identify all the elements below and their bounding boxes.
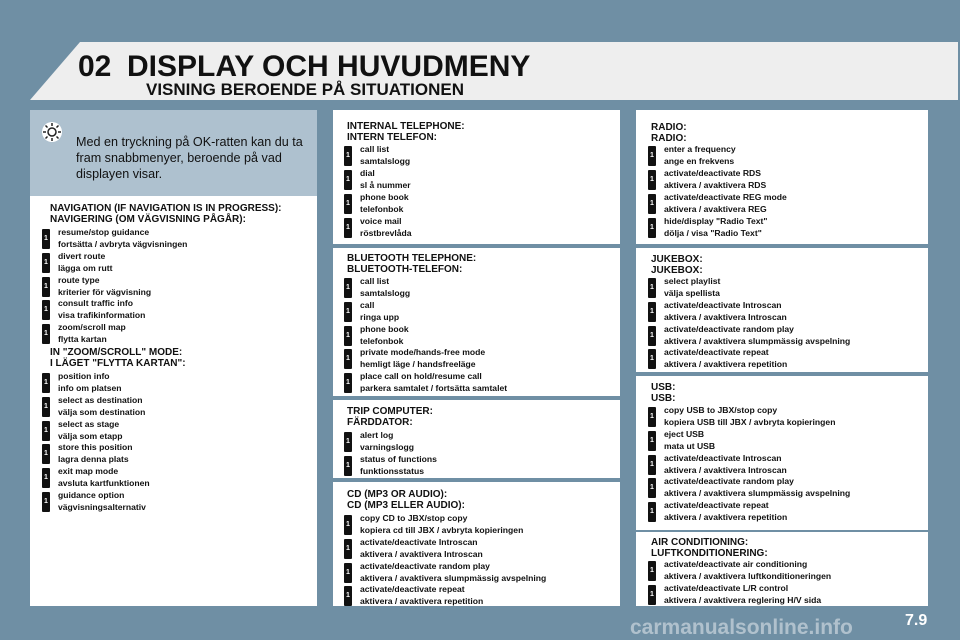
button-1-badge: 1 [648,478,656,498]
button-1-badge: 1 [42,397,50,417]
list-item: hide/display "Radio Text" [664,216,768,226]
list-item: divert route [58,250,106,261]
button-1-badge: 1 [42,492,50,512]
list-item: call list [360,276,390,286]
list-item: eject USB [664,428,705,439]
list-item: aktivera / avaktivera slumpmässig avspelning [664,488,851,499]
list-item: copy USB to JBX/stop copy [664,405,778,415]
usb-heading: USB: USB: [651,382,676,404]
button-1-badge: 1 [648,431,656,451]
list-item: select as stage [58,418,120,429]
button-1-badge: 1 [648,349,656,369]
list-item: select playlist [664,276,721,286]
list-item: aktivera / avaktivera repetition [664,512,788,523]
list-item: activate/deactivate random play [664,476,794,487]
nav-heading: NAVIGATION (IF NAVIGATION IS IN PROGRESS): NAVIGERING (OM VÄGVISNING PÅGÅR): [50,203,282,225]
list-item: aktivera / avaktivera repetition [360,596,484,607]
list-item: ringa upp [360,311,400,322]
button-1-badge: 1 [344,278,352,298]
list-item: funktionsstatus [360,465,424,476]
list-item: telefonbok [360,335,404,346]
list-item: flytta kartan [58,334,107,345]
list-item: alert log [360,430,394,440]
button-1-badge: 1 [648,194,656,214]
list-item: activate/deactivate air conditioning [664,559,808,569]
list-item: kriterier för vägvisning [58,286,152,297]
button-1-badge: 1 [344,194,352,214]
button-1-badge: 1 [344,563,352,583]
chapter-number: 02 [78,50,112,83]
list-item: aktivera / avaktivera slumpmässig avspelning [664,335,851,346]
list-item: varningslogg [360,441,414,452]
zoom-heading: IN "ZOOM/SCROLL" MODE: I LÄGET "FLYTTA KARTAN": [50,347,186,369]
cd-heading: CD (MP3 OR AUDIO): CD (MP3 ELLER AUDIO): [347,489,465,511]
list-item: activate/deactivate repeat [664,500,769,511]
list-item: fortsätta / avbryta vägvisningen [58,238,188,249]
button-1-badge: 1 [344,432,352,452]
button-1-badge: 1 [42,373,50,393]
list-item: place call on hold/resume call [360,371,482,382]
button-1-badge: 1 [648,278,656,298]
list-item: enter a frequency [664,144,736,154]
button-1-badge: 1 [648,407,656,427]
button-1-badge: 1 [42,421,50,441]
list-item: private mode/hands-free mode [360,347,486,358]
list-item: call [360,299,375,310]
list-item: avsluta kartfunktionen [58,478,150,489]
list-item: aktivera / avaktivera repetition [664,359,788,370]
button-1-badge: 1 [344,302,352,322]
list-item: guidance option [58,490,125,500]
page-title: DISPLAY OCH HUVUDMENY [127,50,531,83]
phone-heading: INTERNAL TELEPHONE: INTERN TELEFON: [347,121,465,143]
button-1-badge: 1 [344,586,352,606]
button-1-badge: 1 [42,468,50,488]
watermark-text: carmanualsonline.info [630,616,853,639]
list-item: activate/deactivate Introscan [664,452,782,463]
button-1-badge: 1 [648,455,656,475]
list-item: activate/deactivate repeat [360,584,465,595]
list-item: aktivera / avaktivera RDS [664,180,767,190]
list-item: phone book [360,323,409,334]
button-1-badge: 1 [648,585,656,605]
list-item: välja spellista [664,287,720,298]
button-1-badge: 1 [344,146,352,166]
list-item: consult traffic info [58,298,133,309]
list-item: call list [360,144,390,154]
button-1-badge: 1 [42,253,50,273]
list-item: samtalslogg [360,156,411,166]
button-1-badge: 1 [344,170,352,190]
list-item: mata ut USB [664,440,716,451]
list-item: store this position [58,442,133,453]
tip-box [30,110,317,196]
trip-heading: TRIP COMPUTER: FÄRDDATOR: [347,406,433,428]
button-1-badge: 1 [344,326,352,346]
list-item: kopiera USB till JBX / avbryta kopieringen [664,416,836,427]
ac-heading: AIR CONDITIONING: LUFTKONDITIONERING: [651,537,768,559]
list-item: activate/deactivate REG mode [664,192,787,202]
list-item: copy CD to JBX/stop copy [360,513,468,523]
list-item: exit map mode [58,466,119,477]
radio-heading: RADIO: RADIO: [651,122,687,144]
page-subtitle: VISNING BEROENDE PÅ SITUATIONEN [146,80,464,99]
list-item: aktivera / avaktivera slumpmässig avspelning [360,572,547,583]
list-item: lägga om rutt [58,262,113,273]
button-1-badge: 1 [42,229,50,249]
list-item: info om platsen [58,382,122,393]
list-item: activate/deactivate L/R control [664,582,789,593]
button-1-badge: 1 [344,373,352,393]
list-item: activate/deactivate repeat [664,347,769,358]
list-item: activate/deactivate Introscan [664,299,782,310]
list-item: hemligt läge / handsfreeläge [360,359,476,370]
bluetooth-heading: BLUETOOTH TELEPHONE: BLUETOOTH-TELEFON: [347,253,477,275]
list-item: aktivera / avaktivera Introscan [664,311,787,322]
list-item: röstbrevlåda [360,228,412,238]
list-item: dial [360,168,375,178]
list-item: visa trafikinformation [58,310,146,321]
button-1-badge: 1 [648,561,656,581]
jukebox-heading: JUKEBOX: JUKEBOX: [651,254,703,276]
button-1-badge: 1 [648,302,656,322]
button-1-badge: 1 [648,326,656,346]
list-item: aktivera / avaktivera REG [664,204,767,214]
list-item: zoom/scroll map [58,322,126,333]
list-item: position info [58,371,110,381]
list-item: aktivera / avaktivera luftkonditioneringen [664,570,832,581]
button-1-badge: 1 [648,146,656,166]
list-item: status of functions [360,453,437,464]
list-item: voice mail [360,216,402,226]
list-item: samtalslogg [360,287,411,298]
button-1-badge: 1 [344,515,352,535]
list-item: dölja / visa "Radio Text" [664,228,762,238]
button-1-badge: 1 [648,502,656,522]
list-item: resume/stop guidance [58,227,150,237]
button-1-badge: 1 [648,218,656,238]
list-item: kopiera cd till JBX / avbryta kopieringen [360,524,524,535]
list-item: välja som etapp [58,430,123,441]
list-item: ange en frekvens [664,156,735,166]
list-item: parkera samtalet / fortsätta samtalet [360,383,508,394]
list-item: activate/deactivate RDS [664,168,761,178]
list-item: aktivera / avaktivera Introscan [664,464,787,475]
list-item: aktivera / avaktivera Introscan [360,548,483,559]
button-1-badge: 1 [344,218,352,238]
list-item: lagra denna plats [58,454,129,465]
list-item: välja som destination [58,406,146,417]
sun-icon [40,120,64,144]
button-1-badge: 1 [344,539,352,559]
tip-text: Med en tryckning på OK-ratten kan du ta fram snabbmenyer, beroende på vad displayen visar. [76,135,303,181]
button-1-badge: 1 [42,324,50,344]
list-item: route type [58,274,100,285]
button-1-badge: 1 [42,444,50,464]
list-item: sl å nummer [360,180,411,190]
button-1-badge: 1 [42,277,50,297]
list-item: vägvisningsalternativ [58,501,146,512]
button-1-badge: 1 [42,300,50,320]
list-item: select as destination [58,394,143,405]
list-item: activate/deactivate Introscan [360,536,478,547]
list-item: activate/deactivate random play [360,560,490,571]
list-item: aktivera / avaktivera reglering H/V sida [664,594,822,605]
button-1-badge: 1 [648,170,656,190]
list-item: phone book [360,192,409,202]
list-item: activate/deactivate random play [664,323,794,334]
button-1-badge: 1 [344,349,352,369]
list-item: telefonbok [360,204,404,214]
button-1-badge: 1 [344,456,352,476]
page-number: 7.9 [905,612,928,629]
